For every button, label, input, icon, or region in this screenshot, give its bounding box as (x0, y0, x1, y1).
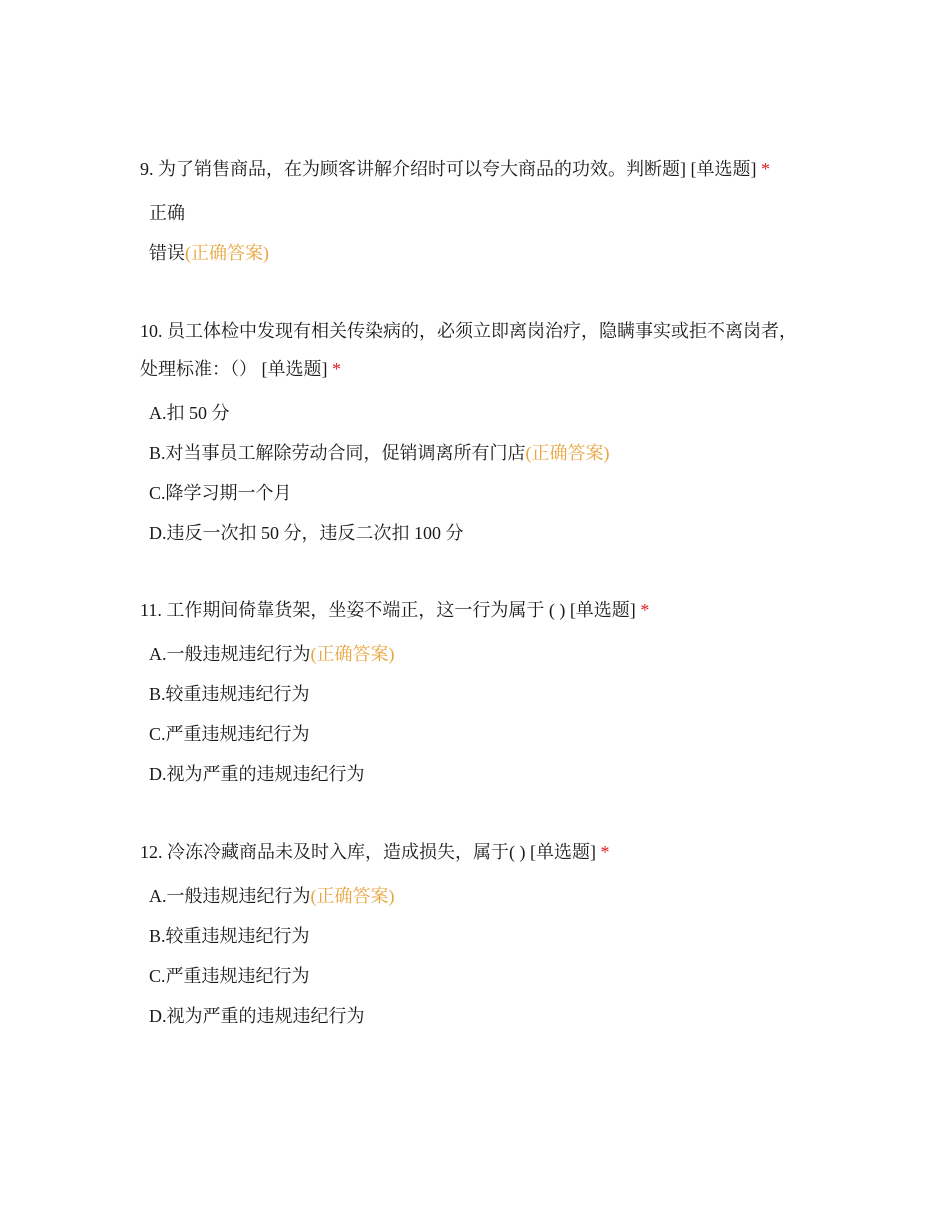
question-10 (140, 312, 800, 544)
option-text: D.视为严重的违规违纪行为 (149, 1006, 365, 1026)
option-item (149, 925, 800, 947)
question-title: 10. 员工体检中发现有相关传染病的，必须立即离岗治疗，隐瞒事实或拒不离岗者，处理标准：（） [单选题] * (140, 321, 797, 379)
option-item (149, 763, 800, 785)
option-item (149, 402, 800, 424)
option-text: 正确 (149, 203, 185, 223)
option-item (149, 202, 800, 224)
correct-answer-tag: (正确答案) (185, 243, 269, 263)
correct-answer-tag: (正确答案) (310, 886, 395, 906)
correct-answer-tag: (正确答案) (310, 644, 395, 664)
option-text: D.视为严重的违规违纪行为 (149, 764, 365, 784)
option-text: B.较重违规违纪行为 (149, 926, 310, 946)
required-marker: * (332, 359, 341, 379)
option-text: C.严重违规违纪行为 (149, 966, 310, 986)
option-text: C.严重违规违纪行为 (149, 724, 310, 744)
question-9 (140, 150, 800, 264)
option-text: 错误 (149, 243, 185, 263)
option-item (149, 482, 800, 504)
option-text: B.对当事员工解除劳动合同，促销调离所有门店 (149, 443, 526, 463)
question-title: 9. 为了销售商品，在为顾客讲解介绍时可以夸大商品的功效。判断题] [单选题] * (140, 159, 770, 179)
required-marker: * (640, 600, 650, 620)
option-text: B.较重违规违纪行为 (149, 684, 310, 704)
option-text: C.降学习期一个月 (149, 483, 292, 503)
required-marker: * (600, 842, 610, 862)
option-item (149, 683, 800, 705)
required-marker: * (760, 159, 770, 179)
option-item (149, 723, 800, 745)
option-item (149, 885, 800, 907)
question-title: 11. 工作期间倚靠货架，坐姿不端正，这一行为属于 ( ) [单选题] * (140, 600, 650, 620)
option-item (149, 965, 800, 987)
option-text: A.一般违规违纪行为 (149, 644, 311, 664)
option-item (149, 643, 800, 665)
question-11 (140, 591, 800, 785)
option-item (149, 1005, 800, 1027)
question-12 (140, 833, 800, 1027)
correct-answer-tag: (正确答案) (525, 443, 610, 463)
option-item (149, 442, 800, 464)
option-text: A.扣 50 分 (149, 403, 230, 423)
option-text: D.违反一次扣 50 分，违反二次扣 100 分 (149, 523, 464, 543)
option-item (149, 242, 800, 264)
question-title: 12. 冷冻冷藏商品未及时入库，造成损失，属于( ) [单选题] * (140, 842, 610, 862)
option-text: A.一般违规违纪行为 (149, 886, 311, 906)
option-item (149, 522, 800, 544)
